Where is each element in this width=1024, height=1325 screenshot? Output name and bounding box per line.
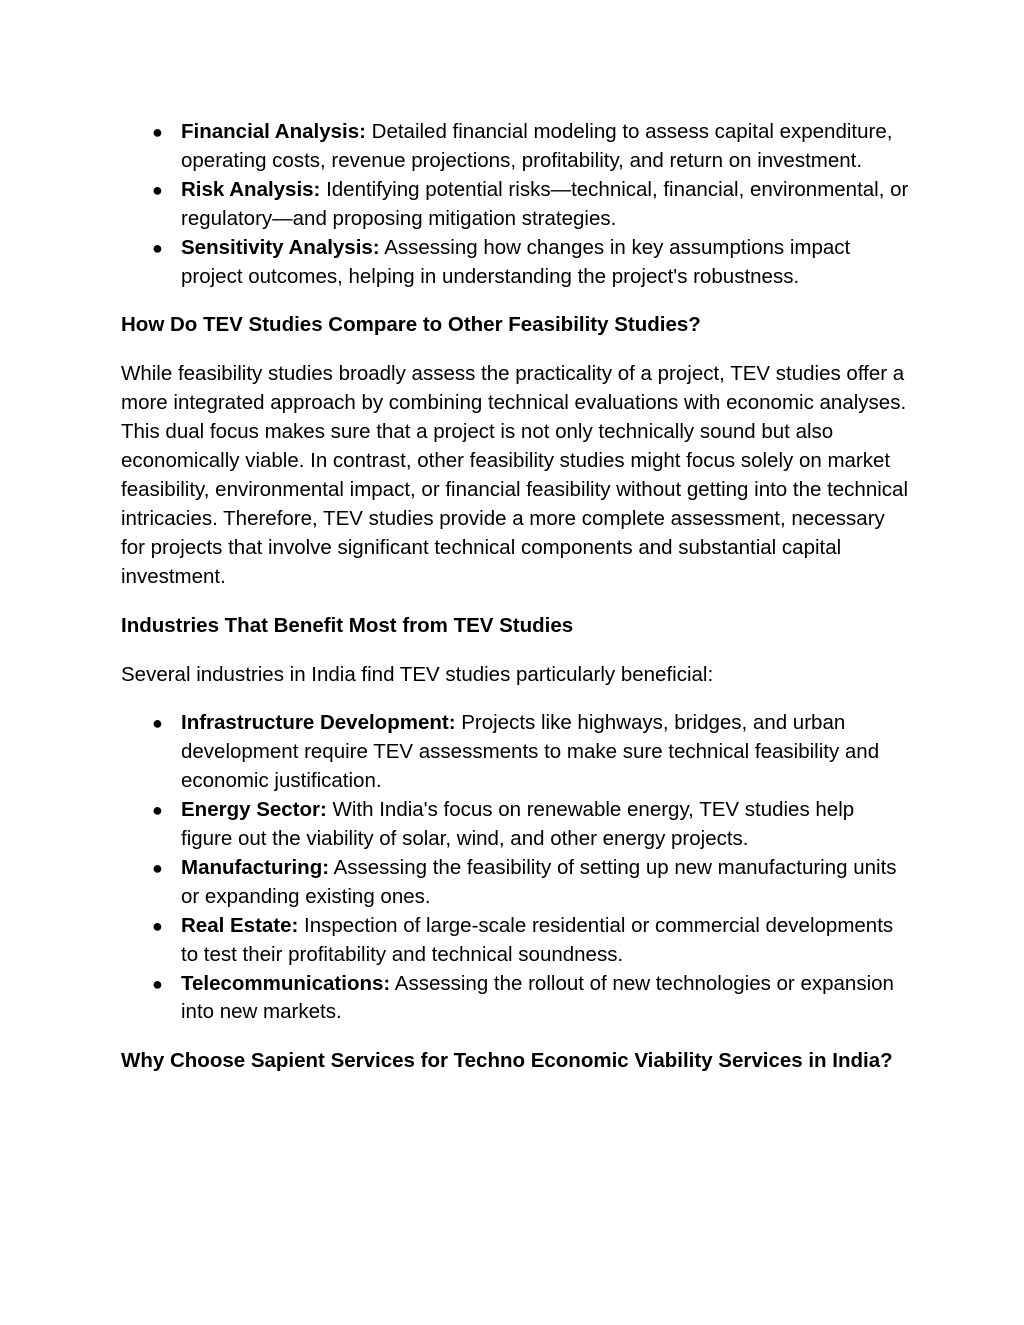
compare-paragraph: While feasibility studies broadly assess the practicality of a project, TEV studies offer a more integrated approach by combining technical evaluations with economic analyses. This dual focus makes sure that a project is not only technically sound but also economically viable. In contrast, other feasibility studies might focus solely on market feasibility, environmental impact, or financial feasibility without getting into the technical intricacies. Therefore, TEV studies provide a more complete assessment, necessary for projects that involve significant technical components and substantial capital investment. — [121, 362, 908, 588]
bullet-icon: ● — [152, 713, 163, 734]
bullet-icon: ● — [152, 857, 163, 878]
analysis-list — [121, 118, 911, 291]
list-item-term: Manufacturing: — [181, 855, 330, 879]
list-item-term: Risk Analysis: — [181, 177, 321, 201]
bullet-icon: ● — [152, 237, 163, 258]
list-item-text: Assessing the rollout of new technologies or expansion into new markets. — [181, 971, 894, 1024]
list-item-term: Financial Analysis: — [181, 120, 366, 143]
list-item-text: With India's focus on renewable energy, TEV studies help figure out the viability of solar, wind, and other energy projects. — [181, 798, 855, 851]
list-item-text: Inspection of large-scale residential or commercial developments to test their profitability and technical soundness. — [181, 913, 894, 966]
list-item — [152, 118, 911, 176]
list-item-term: Telecommunications: — [181, 971, 391, 995]
list-item-term: Energy Sector: — [181, 798, 327, 822]
list-item-term: Real Estate: — [181, 913, 299, 937]
industries-intro: Several industries in India find TEV studies particularly beneficial: — [121, 662, 714, 686]
list-item-text: Assessing how changes in key assumptions impact project outcomes, helping in understanding the project's robustness. — [181, 235, 851, 288]
list-item-text: Projects like highways, bridges, and urban development require TEV assessments to make sure technical feasibility and economic justification. — [181, 711, 880, 793]
list-item-term: Infrastructure Development: — [181, 711, 456, 735]
industries-list — [121, 709, 911, 1027]
list-item — [152, 854, 911, 912]
list-item — [152, 796, 911, 854]
section-heading-industries: Industries That Benefit Most from TEV Studies — [121, 613, 574, 637]
section-heading-why: Why Choose Sapient Services for Techno Economic Viability Services in India? — [121, 1049, 893, 1073]
list-item — [152, 970, 911, 1028]
section-heading-compare: How Do TEV Studies Compare to Other Feasibility Studies? — [121, 313, 701, 337]
list-item — [152, 176, 911, 234]
list-item-text: Detailed financial modeling to assess capital expenditure, operating costs, revenue projections, profitability, and return on investment. — [181, 120, 893, 172]
list-item-term: Sensitivity Analysis: — [181, 235, 380, 259]
bullet-icon: ● — [152, 122, 163, 142]
list-item-text: Identifying potential risks—technical, financial, environmental, or regulatory—and proposing mitigation strategies. — [181, 177, 909, 230]
bullet-icon: ● — [152, 973, 163, 994]
list-item-text: Assessing the feasibility of setting up new manufacturing units or expanding existing ones. — [181, 855, 897, 908]
list-item — [152, 912, 911, 970]
document-page — [121, 118, 911, 1076]
bullet-icon: ● — [152, 800, 163, 821]
list-item — [152, 234, 911, 292]
bullet-icon: ● — [152, 915, 163, 936]
bullet-icon: ● — [152, 179, 163, 200]
list-item — [152, 709, 911, 796]
